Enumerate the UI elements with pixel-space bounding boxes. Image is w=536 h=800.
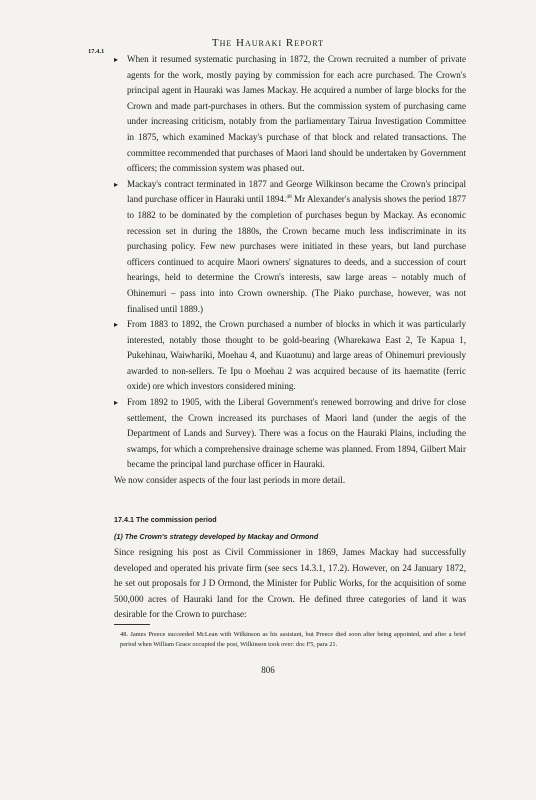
- bullet-item: [127, 52, 466, 177]
- subsection-heading: 17.4.1 The commission period: [114, 515, 217, 524]
- bullet-list: [114, 52, 466, 473]
- bullet-text: Mr Alexander's analysis shows the period 1877 to 1882 to be dominated by the completion of purchases begun by Mackay. As economic recession set in during the 1880s, the Crown became much less indiscriminate in its purchasing policy. Few new purchases were initiated in these years, but land purchase officers continued to acquire Maori owners' signatures to deeds, and a succession of court hearings, held to determine the Crown's interests, saw large areas – notably much of Ohinemuri – pass into into Crown ownership. (The Piako purchase, however, was not finalised until 1889.): [127, 194, 466, 314]
- body-paragraph: Since resigning his post as Civil Commissioner in 1869, James Mackay had successfully developed and operated his private firm (see secs 14.3.1, 17.2). However, on 24 January 1872, he set out proposals for J D Ormond, the Minister for Public Works, for the acquisition of some 500,000 acres of Hauraki land for the Crown. He defined three categories of land it was desirable for the Crown to purchase:: [114, 547, 466, 620]
- page-number: 806: [261, 665, 275, 675]
- footnote-reference[interactable]: 48: [286, 194, 292, 201]
- subsubsection-heading: (1) The Crown's strategy developed by Mackay and Ormond: [114, 532, 319, 541]
- bullet-text: From 1892 to 1905, with the Liberal Government's renewed borrowing and drive for close settlement, the Crown increased its purchases of Maori land (under the aegis of the Department of Lands and Survey). There was a focus on the Hauraki Plains, including the swamps, for which a comprehensive drainage scheme was planned. From 1894, Gilbert Mair became the principal land purchase officer in Hauraki.: [127, 397, 466, 470]
- bullet-text: When it resumed systematic purchasing in 1872, the Crown recruited a number of private agents for the work, mostly paying by commission for each acre purchased. The Crown's principal agent in Hauraki was James Mackay. He acquired a number of large blocks for the Crown and made part-purchases in others. But the commission system of purchasing came under increasing criticism, notably from the parliamentary Tairua Investigation Committee in 1875, which examined Mackay's purchase of that block and related transactions. The committee recommended that purchases of Maori land should be undertaken by Government officers; the commission system was phased out.: [127, 54, 466, 174]
- bullet-item: [127, 395, 466, 473]
- main-text: [114, 52, 466, 489]
- bullet-text: From 1883 to 1892, the Crown purchased a number of blocks in which it was particularly interested, notably those thought to be gold-bearing (Wharekawa East 2, Te Kapua 1, Pukehinau, Waiwhariki, Moehau 4, and Kuaotunu) and large areas of Ohinemuri previously awarded to non-sellers. Te Ipu o Moehau 2 was acquired because of its haematite (ferric oxide) ore which investors considered mining.: [127, 319, 466, 392]
- footnote: 48. James Preece succeeded McLean with Wilkinson as his assistant, but Preece died soon after being appointed, and after a brief period when William Grace occupied the post, Wilkinson took over: doc F5, para 21.: [120, 631, 466, 648]
- bullet-text: Mackay's contract terminated in 1877 and George Wilkinson became the Crown's principal land purchase officer in Hauraki until 1894.: [127, 178, 466, 205]
- running-head: The Hauraki Report: [211, 37, 325, 49]
- bullet-item: [127, 317, 466, 395]
- section-number: 17.4.1: [88, 48, 105, 55]
- bullet-item: [127, 177, 466, 317]
- footnote-rule: [114, 624, 150, 625]
- closing-line: We now consider aspects of the four last periods in more detail.: [114, 475, 346, 486]
